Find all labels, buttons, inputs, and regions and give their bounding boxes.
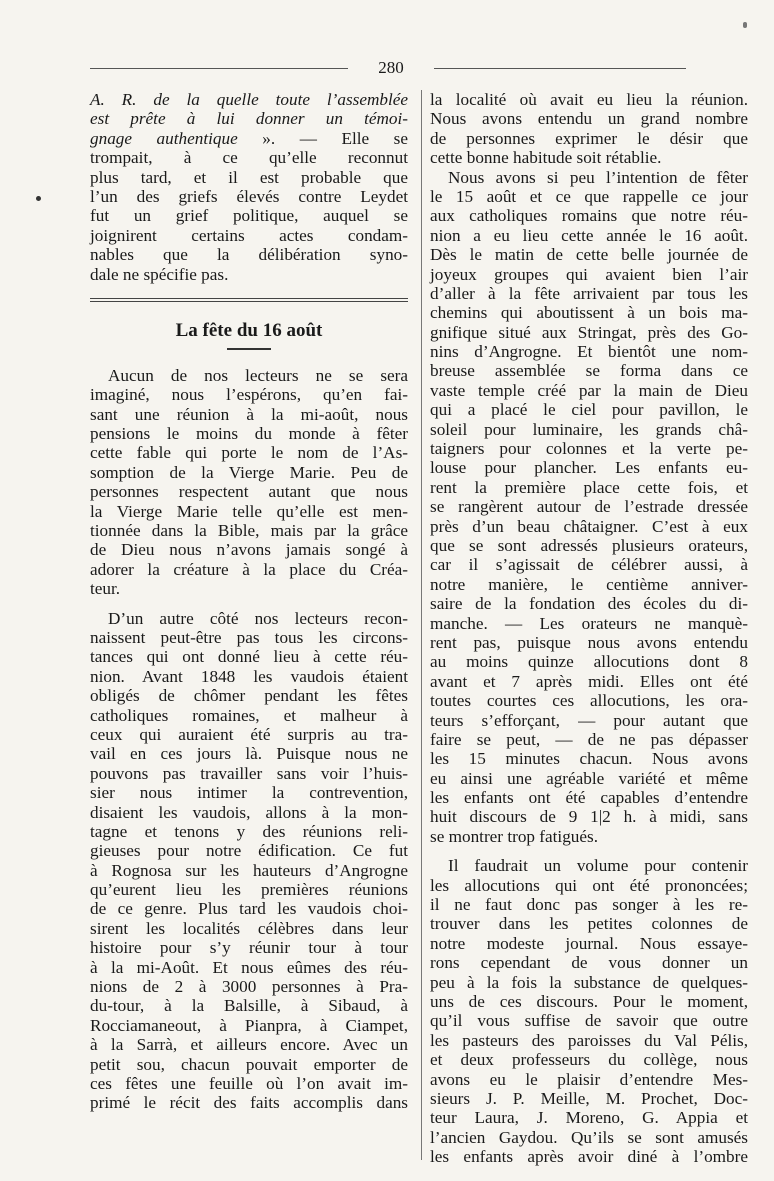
paragraph-3 — [430, 168, 748, 847]
text-line: toutes courtes ces allocutions, les ora- — [430, 691, 748, 711]
text-line: l’un des griefs élevés contre Leydet — [90, 186, 408, 206]
text-line: cette bonne habitude soit rétablie. — [430, 148, 662, 168]
text-line: breuse assemblée se forma dans ce — [430, 361, 748, 381]
text-line: se montrer trop fatigués. — [430, 826, 599, 846]
text-line: notre modeste journal. Nous essaye- — [430, 933, 748, 953]
text-line: nins d’Angrogne. Et bientôt une nom- — [430, 342, 748, 362]
text-line: aux catholiques romains que notre réu- — [430, 206, 748, 226]
text-line: vaste temple créé par la main de Dieu — [430, 380, 748, 400]
text-line: teur Laura, J. Moreno, G. Appia et — [430, 1108, 748, 1128]
column-divider — [421, 90, 422, 1160]
section-title: La fête du 16 août — [175, 319, 323, 341]
text-line: de Dieu nous n’avons jamais songé à — [90, 540, 408, 560]
text-line: les allocutions qui ont été prononcées; — [430, 875, 748, 895]
text-line: dale ne spécifie pas. — [90, 264, 229, 284]
text-line: du-tour, à la Balsille, à Sibaud, à — [90, 996, 408, 1016]
text-line: Nous avons entendu un grand nombre — [430, 109, 748, 129]
text-line: tagne et tenons y des réunions reli- — [90, 821, 408, 841]
text-line: gieuses pour notre édification. Ce fut — [90, 841, 408, 861]
text-line: les 15 minutes chacun. Nous avons — [430, 749, 748, 769]
right-intro — [430, 90, 748, 168]
text-line: rent la première place cette fois, et — [430, 477, 748, 497]
text-line: tionnée dans la Bible, mais par la grâce — [90, 521, 408, 541]
text-line: et deux professeurs du collège, nous — [430, 1050, 748, 1070]
text-line: sant une réunion à la mi-août, nous — [90, 404, 408, 424]
text-line: les enfants ont été capables d’entendre — [430, 788, 748, 808]
section-divider — [90, 298, 408, 302]
text-line: ces fêtes une feuille où l’on avait im- — [90, 1073, 408, 1093]
text-line: qu’il vous suffise de savoir que outre — [430, 1011, 748, 1031]
text-line: car il s’agissait de célébrer aussi, à — [430, 555, 748, 575]
text-line: chemins qui aboutissent à un bois ma- — [430, 303, 748, 323]
right-column — [430, 90, 748, 1166]
text-line: uns de ces discours. Pour le moment, — [430, 991, 748, 1011]
text-line: l’ancien Gaydou. Qu’ils se sont amusés — [430, 1127, 748, 1147]
text-line: imaginé, nous l’espérons, qu’en fai- — [90, 385, 408, 405]
text-line: rent pas, puisque nous avons entendu — [430, 632, 748, 652]
text-line: est prête à lui donner un témoi- — [90, 109, 408, 129]
text-line: les pasteurs des paroisses du Val Pélis, — [430, 1030, 748, 1050]
paragraph-2 — [90, 609, 408, 1113]
text-line: gnifique situé aux Stringat, près des Go- — [430, 322, 748, 342]
page-header — [90, 56, 686, 80]
text-line: Nous avons si peu l’intention de fêter — [448, 167, 748, 187]
text-line: Aucun de nos lecteurs ne se sera — [108, 365, 408, 385]
text-line: rons cependant de vous donner un — [430, 953, 748, 973]
header-rule-left — [90, 68, 348, 69]
text-line: pensions le moins du monde à fêter — [90, 424, 408, 444]
text-line: la localité où avait eu lieu la réunion. — [430, 90, 748, 109]
text-line: taigners pour colonnes et la verte pe- — [430, 439, 748, 459]
text-line: teur. — [90, 579, 121, 599]
text-line: gnage authentique ». — Elle se — [90, 128, 408, 148]
text-line: saire de la fondation des écoles du di- — [430, 594, 748, 614]
text-line: Dès le matin de cette belle journée de — [430, 245, 748, 265]
text-line: adorer la créature à la place du Créa- — [90, 559, 408, 579]
text-line: obligés de chômer pendant les fêtes — [90, 686, 408, 706]
text-line: avant et 7 après midi. Elles ont été — [430, 671, 748, 691]
text-line: catholiques romaines, et malheur à — [90, 705, 408, 725]
text-line: ceux qui auraient été surpris au tra- — [90, 724, 408, 744]
text-line: que se sont adressés plusieurs orateurs, — [430, 535, 748, 555]
header-rule-right — [434, 68, 686, 69]
text-line: notre manière, le centième anniver- — [430, 574, 748, 594]
text-line: de ce genre. Plus tard les vaudois choi- — [90, 899, 408, 919]
text-line: avons eu le plaisir d’entendre Mes- — [430, 1069, 748, 1089]
paragraph-1 — [90, 366, 408, 599]
text-line: au moins quinze allocutions dont 8 — [430, 652, 748, 672]
paragraph-gap — [90, 599, 408, 609]
text-line: huit discours de 9 1|2 h. à midi, sans — [430, 807, 748, 827]
text-line: sieurs J. P. Meille, M. Prochet, Doc- — [430, 1088, 748, 1108]
text-line: peu à la fois la substance de quelques- — [430, 972, 748, 992]
text-line: teurs s’efforçant, — pour autant que — [430, 710, 748, 730]
text-line: le 15 août et ce que rappelle ce jour — [430, 186, 748, 206]
text-line: eu ainsi une agréable variété et même — [430, 768, 748, 788]
left-column — [90, 90, 408, 1113]
text-line: louse pour plancher. Les enfants eu- — [430, 458, 748, 478]
text-line: primé le récit des faits accomplis dans — [90, 1093, 408, 1113]
text-line: il ne faut donc pas songer à les re- — [430, 895, 748, 915]
paragraph-4 — [430, 856, 748, 1166]
text-line: trompait, à ce qu’elle reconnut — [90, 148, 408, 168]
text-line: fut un grief politique, auquel se — [90, 206, 408, 226]
text-line: petit sou, chacun pouvait emporter de — [90, 1054, 408, 1074]
text-line: cette fable qui porte le nom de l’As- — [90, 443, 408, 463]
text-line: à la Sarrà, et ailleurs encore. Avec un — [90, 1035, 408, 1055]
text-line: vail en ces jours là. Puisque nous ne — [90, 744, 408, 764]
text-line: naissent peut-être pas tous les circons- — [90, 627, 408, 647]
text-line: sirent les localités célèbres dans leur — [90, 918, 408, 938]
text-line: près d’un beau châtaigner. C’est à eux — [430, 516, 748, 536]
text-line: les enfants après avoir diné à l’ombre — [430, 1147, 748, 1167]
text-line: nion. Avant 1848 les vaudois étaient — [90, 666, 408, 686]
text-line: somption de la Vierge Marie. Peu de — [90, 462, 408, 482]
text-line: disaient les vaudois, allons à la mon- — [90, 802, 408, 822]
text-line: pouvons pas travailler sans voir l’huis- — [90, 763, 408, 783]
text-line: se rangèrent autour de l’estrade dressée — [430, 497, 748, 517]
text-line: trouver dans les petites colonnes de — [430, 914, 748, 934]
text-line: à Rognosa sur les hauteurs d’Angrogne — [90, 860, 408, 880]
text-line: soleil pour luminaire, les grands châ- — [430, 419, 748, 439]
text-line: Il faudrait un volume pour contenir — [448, 856, 748, 876]
text-line: nions de 2 à 3000 personnes à Pra- — [90, 977, 408, 997]
left-intro — [90, 90, 408, 284]
text-line: sier nous intimer la contrevention, — [90, 783, 408, 803]
text-line: de personnes exprimer le désir que — [430, 128, 748, 148]
text-line: Rocciamaneout, à Pianpra, à Ciampet, — [90, 1015, 408, 1035]
text-line: histoire pour s’y réunir tour à tour — [90, 938, 408, 958]
page-number: 280 — [378, 58, 404, 77]
text-line: faire se peut, — de ne pas dépasser — [430, 729, 748, 749]
text-line: nables que la délibération syno- — [90, 245, 408, 265]
text-line: D’un autre côté nos lecteurs recon- — [108, 608, 408, 628]
text-line: manche. — Les orateurs ne manquè- — [430, 613, 748, 633]
text-line: plus tard, et il est probable que — [90, 167, 408, 187]
text-line: la Vierge Marie telle qu’elle est men- — [90, 501, 408, 521]
text-line: joyeux groupes qui avaient bien l’air — [430, 264, 748, 284]
text-line: joignirent certains actes condam- — [90, 225, 408, 245]
text-line: d’aller à la fête arrivaient par tous les — [430, 283, 748, 303]
margin-dot — [36, 196, 41, 201]
text-line: qui a placé le ciel pour pavillon, le — [430, 400, 748, 420]
text-line: qu’eurent lieu les premières réunions — [90, 880, 408, 900]
text-line: tances qui ont donné lieu à cette réu- — [90, 647, 408, 667]
text-line: nion a eu lieu cette année le 16 août. — [430, 225, 748, 245]
paragraph-gap — [430, 846, 748, 856]
title-underline — [227, 348, 271, 350]
text-line: à la mi-Août. Et nous eûmes des réu- — [90, 957, 408, 977]
text-line: personnes respectent autant que nous — [90, 482, 408, 502]
text-line: A. R. de la quelle toute l’assemblée — [90, 90, 408, 109]
corner-mark — [743, 22, 747, 28]
